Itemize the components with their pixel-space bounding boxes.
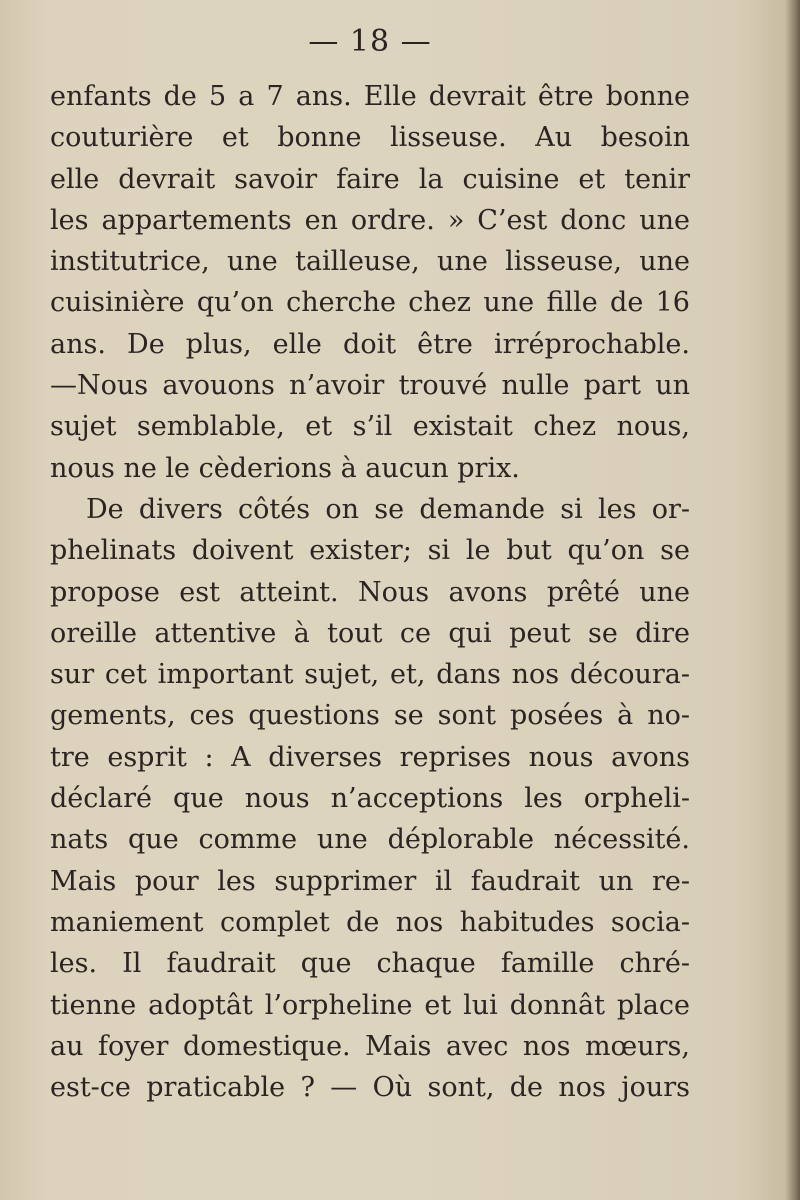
- text-line: —Nous avouons n’avoir trouvé nulle part un: [50, 370, 690, 402]
- text-line: tienne adoptât l’orpheline et lui donnât place: [50, 989, 690, 1021]
- text-line: nous ne le cèderions à aucun prix.: [50, 452, 520, 484]
- page-edge-shadow: [786, 0, 800, 1200]
- text-line: au foyer domestique. Mais avec nos mœurs,: [50, 1030, 690, 1062]
- page-number: — 18 —: [308, 24, 432, 59]
- paragraph-first-line: De divers côtés on se demande si les or-: [86, 493, 690, 525]
- text-line: tre esprit : A diverses reprises nous avons: [50, 741, 690, 773]
- text-line: phelinats doivent exister; si le but qu’on se: [50, 535, 690, 567]
- text-line: propose est atteint. Nous avons prêté une: [50, 576, 690, 608]
- text-line: sur cet important sujet, et, dans nos découra-: [50, 659, 690, 691]
- text-line: Mais pour les supprimer il faudrait un re-: [50, 865, 690, 897]
- text-line: gements, ces questions se sont posées à no-: [50, 700, 690, 732]
- text-line: est-ce praticable ? — Où sont, de nos jours: [50, 1072, 690, 1104]
- text-line: elle devrait savoir faire la cuisine et tenir: [50, 163, 690, 195]
- text-line: sujet semblable, et s’il existait chez nous,: [50, 411, 690, 443]
- text-line: déclaré que nous n’acceptions les orpheli-: [50, 783, 690, 815]
- text-line: nats que comme une déplorable nécessité.: [50, 824, 690, 856]
- text-line: ans. De plus, elle doit être irréprochable.: [50, 328, 690, 360]
- body-text: [50, 76, 690, 1108]
- text-line: oreille attentive à tout ce qui peut se dire: [50, 617, 690, 649]
- text-line: les appartements en ordre. » C’est donc une: [50, 204, 690, 236]
- text-line: enfants de 5 a 7 ans. Elle devrait être bonne: [50, 81, 690, 112]
- text-line: les. Il faudrait que chaque famille chré-: [50, 948, 690, 980]
- text-line: cuisinière qu’on cherche chez une fille de 16: [50, 287, 690, 319]
- text-line: institutrice, une tailleuse, une lisseuse, une: [50, 246, 690, 278]
- text-line: maniement complet de nos habitudes socia-: [50, 906, 690, 938]
- text-line: couturière et bonne lisseuse. Au besoin: [50, 122, 690, 154]
